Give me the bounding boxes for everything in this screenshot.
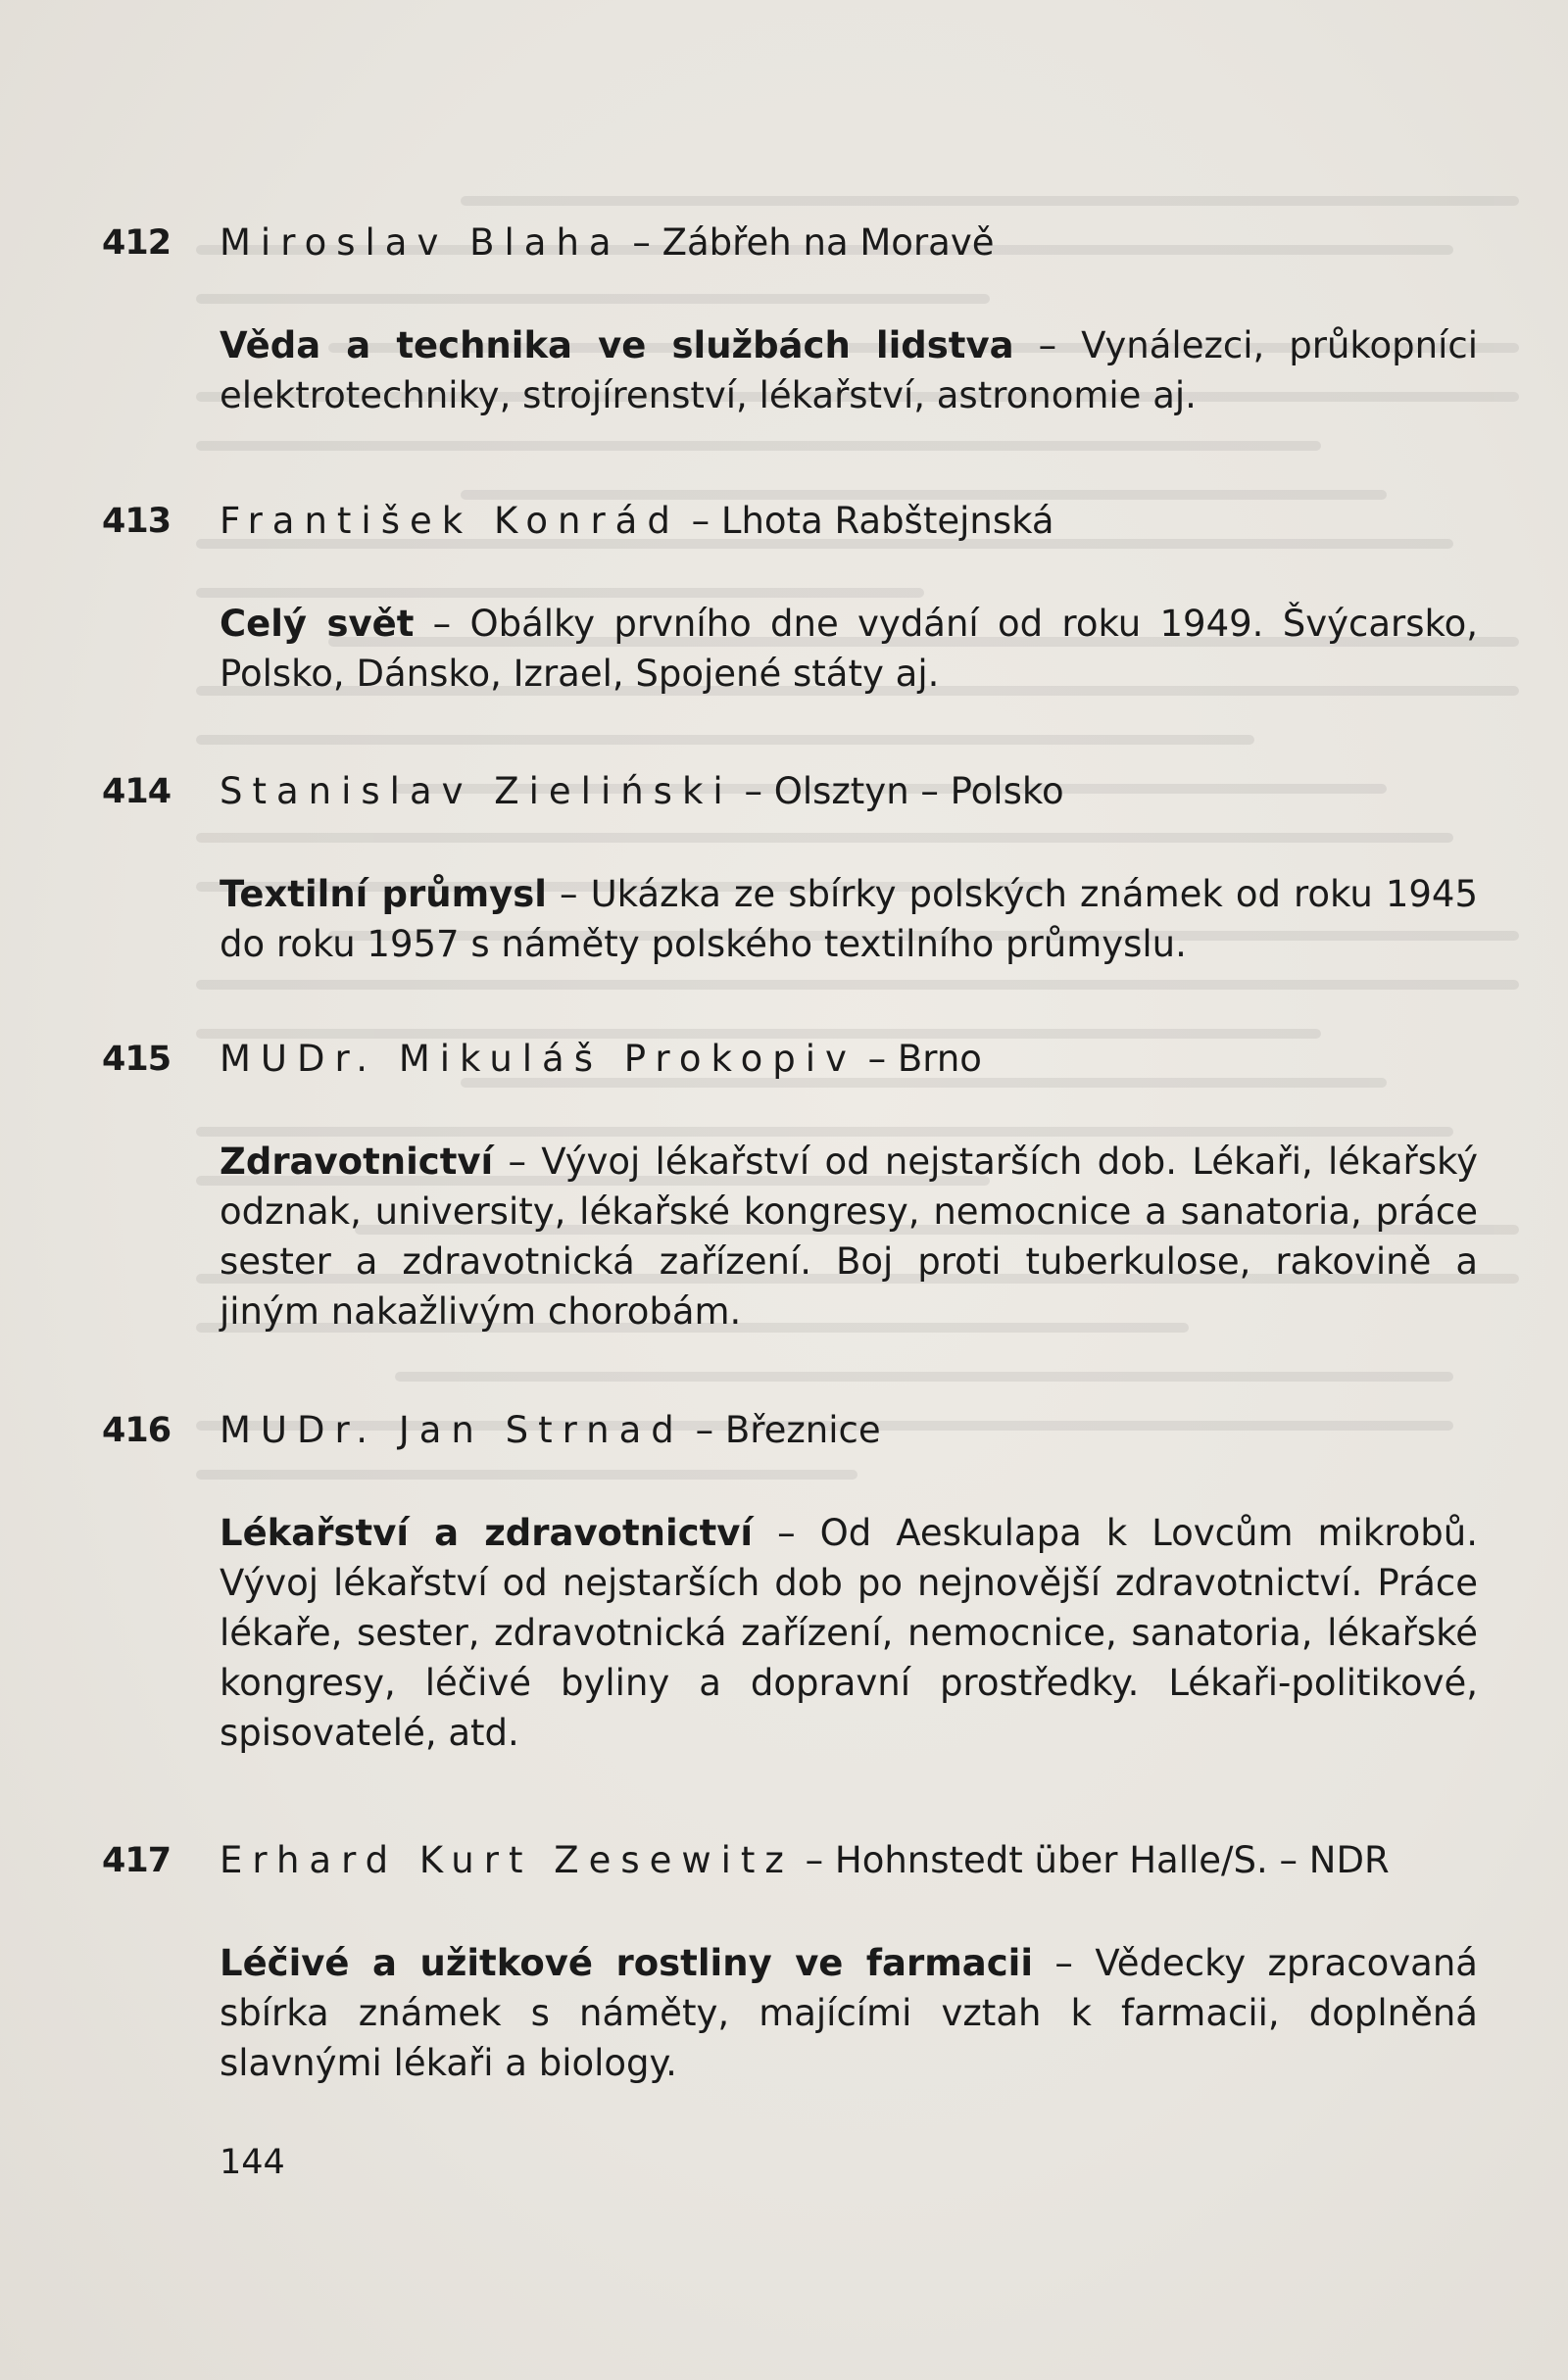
show-through-background — [196, 196, 1519, 2058]
entry-description — [220, 320, 1478, 420]
entry-description — [220, 1137, 1478, 1336]
entry-text: – Ukázka ze sbírky polských známek od roku 1945 do roku 1957 s náměty polského textilního průmyslu. — [220, 873, 1479, 965]
author-location: – Hohnstedt über Halle/S. – NDR — [805, 1839, 1390, 1881]
author-location: – Březnice — [695, 1409, 881, 1451]
author-name: Miroslav Blaha — [220, 221, 621, 264]
entry-topic: Textilní průmysl — [220, 873, 547, 915]
author-location: – Olsztyn – Polsko — [744, 770, 1064, 812]
author-name: Stanislav Zieliński — [220, 770, 733, 812]
entry-text: – Od Aeskulapa k Lovcům mikrobů. Vývoj lékařství od nejstarších dob po nejnovější zdravotnictví. Práce lékaře, sester, zdravotnická zařízení, nemocnice, sanatoria, lékařské kongresy, léčivé byliny a dopravní prostředky. Lékaři-politikové, spisovatelé, atd. — [220, 1512, 1478, 1754]
entry-number: 414 — [102, 772, 172, 811]
author-name: František Konrád — [220, 500, 680, 542]
author-location: – Zábřeh na Moravě — [632, 221, 995, 264]
entry-topic: Celý svět — [220, 603, 415, 645]
entry-description — [220, 869, 1478, 969]
entry-topic: Věda a technika ve službách lidstva — [220, 324, 1014, 366]
entry-text: – Vědecky zpracovaná sbírka známek s náměty, majícími vztah k farmacii, doplněná slavnými lékaři a biology. — [220, 1942, 1478, 2084]
entry-author-line — [220, 219, 995, 267]
entry-description — [220, 1938, 1478, 2088]
entry-author-line — [220, 1406, 881, 1455]
author-name: Erhard Kurt Zesewitz — [220, 1839, 794, 1881]
entry-author-line — [220, 767, 1064, 816]
author-location: – Lhota Rabštejnská — [691, 500, 1054, 542]
entry-number: 412 — [102, 223, 172, 263]
entry-number: 416 — [102, 1411, 172, 1450]
entry-author-line — [220, 1836, 1390, 1885]
entry-text: – Obálky prvního dne vydání od roku 1949. Švýcarsko, Polsko, Dánsko, Izrael, Spojené státy aj. — [220, 603, 1478, 695]
entry-description — [220, 1508, 1478, 1758]
author-name: MUDr. Jan Strnad — [220, 1409, 684, 1451]
author-name: MUDr. Mikuláš Prokopiv — [220, 1038, 857, 1080]
entry-description — [220, 599, 1478, 699]
entry-topic: Lékařství a zdravotnictví — [220, 1512, 754, 1554]
entry-author-line — [220, 1035, 982, 1084]
entry-topic: Léčivé a užitkové rostliny ve farmacii — [220, 1942, 1034, 1984]
entry-author-line — [220, 497, 1054, 546]
entry-topic: Zdravotnictví — [220, 1141, 494, 1183]
entry-number: 417 — [102, 1841, 172, 1880]
entry-number: 415 — [102, 1040, 172, 1079]
entry-text: – Vynálezci, průkopníci elektrotechniky, strojírenství, lékařství, astronomie aj. — [220, 324, 1479, 416]
author-location: – Brno — [867, 1038, 982, 1080]
entry-number: 413 — [102, 502, 172, 541]
entry-text: – Vývoj lékařství od nejstarších dob. Lékaři, lékařský odznak, university, lékařské kongresy, nemocnice a sanatoria, práce sester a zdravotnická zařízení. Boj proti tuberkulose, rakovině a jiným nakažlivým chorobám. — [220, 1141, 1478, 1333]
page-number: 144 — [220, 2143, 285, 2182]
